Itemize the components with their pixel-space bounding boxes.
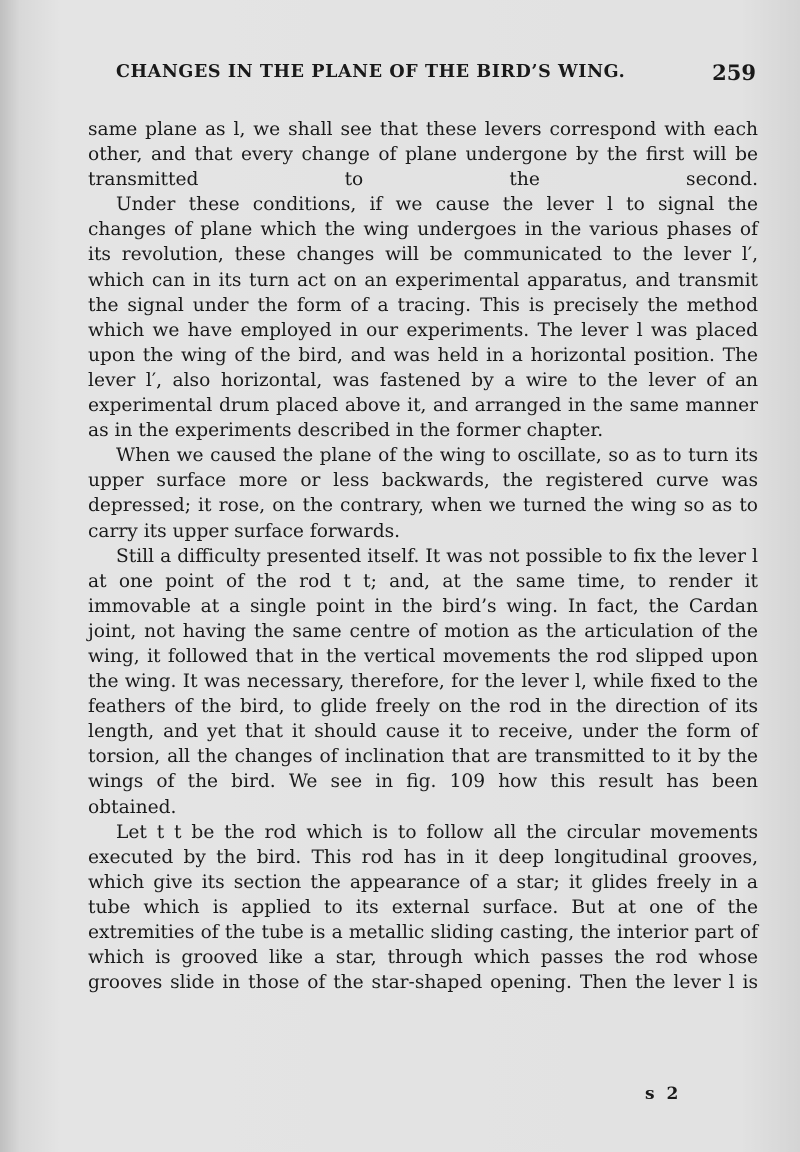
paragraph-2: Under these conditions, if we cause the lever l to signal the changes of plane which the wing undergoes in the various phases of its revolution, these changes will be communicated to the lever l′, which can in its turn act on an experimental apparatus, and transmit the signal under the form of a tracing. This is precisely the method which we have employed in our experiments. The lever l was placed upon the wing of the bird, and was held in a horizontal position. The lever l′, also horizontal, was fastened by a wire to the lever of an experimental drum placed above it, and arranged in the same manner as in the experiments described in the former chapter. [88, 194, 758, 442]
paragraph-1: same plane as l, we shall see that these levers correspond with each other, and that every change of plane undergone by the first will be transmitted to the second. [88, 119, 758, 191]
signature-mark: s 2 [645, 1084, 682, 1104]
page-header [116, 62, 756, 92]
body-text [88, 117, 758, 995]
paragraph-4: Still a difficulty presented itself. It was not possible to fix the lever l at one point of the rod t t; and, at the same time, to render it immovable at a single point in the bird’s wing. In fact, the Cardan joint, not having the same centre of motion as the articulation of the wing, it followed that in the vertical movements the rod slipped upon the wing. It was necessary, therefore, for the lever l, while fixed to the feathers of the bird, to glide freely on the rod in the direction of its length, and yet that it should cause it to receive, under the form of torsion, all the changes of inclination that are transmitted to it by the wings of the bird. We see in fig. 109 how this result has been obtained. [88, 545, 758, 818]
paragraph-3: When we caused the plane of the wing to oscillate, so as to turn its upper surface more or less backwards, the registered curve was depressed; it rose, on the contrary, when we turned the wing so as to carry its upper surface forwards. [88, 445, 758, 542]
paragraph-5: Let t t be the rod which is to follow all the circular movements executed by the bird. This rod has in it deep longitudinal grooves, which give its section the appearance of a star; it glides freely in a tube which is applied to its external surface. But at one of the extremities of the tube is a metallic sliding casting, the interior part of which is grooved like a star, through which passes the rod whose grooves slide in those of the star-shaped opening. Then the lever l is [88, 821, 758, 994]
page-number: 259 [712, 60, 756, 85]
running-head: CHANGES IN THE PLANE OF THE BIRD’S WING. [116, 62, 626, 82]
